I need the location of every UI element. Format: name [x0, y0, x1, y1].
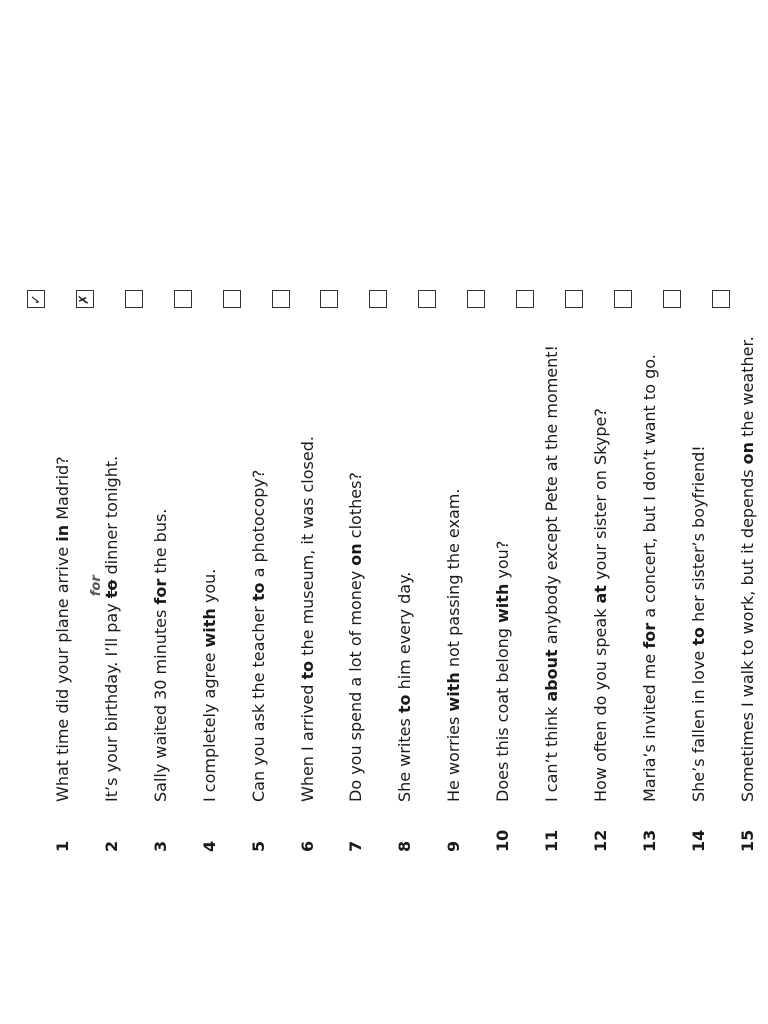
exercise-line — [491, 272, 515, 852]
sentence-text — [736, 336, 760, 802]
answer-checkbox[interactable] — [76, 290, 94, 308]
sentence-text — [247, 470, 271, 802]
sentence-start: He worries — [444, 711, 464, 802]
item-number: 1 — [53, 840, 72, 852]
item-number: 14 — [688, 829, 708, 852]
sentence-end: your sister on Skype? — [590, 408, 610, 586]
sentence-end: the weather. — [737, 336, 757, 442]
exercise-line — [442, 272, 466, 852]
sentence-end: the museum, it was closed. — [297, 436, 317, 661]
exercise-line — [247, 272, 271, 852]
sentence-end: the bus. — [150, 508, 170, 579]
sentence-start: Maria’s invited me — [639, 648, 659, 802]
exercise-line — [638, 272, 662, 852]
answer-checkbox[interactable] — [320, 290, 338, 308]
exercise-line — [393, 272, 417, 852]
exercise-line — [736, 272, 760, 852]
item-number: 12 — [590, 829, 610, 852]
sentence-text — [638, 354, 662, 802]
bold-preposition: to — [248, 582, 268, 602]
bold-preposition: with — [444, 672, 464, 712]
sentence-end: not passing the exam. — [444, 488, 464, 673]
answer-checkbox[interactable] — [565, 290, 583, 308]
sentence-text — [687, 445, 711, 802]
exercise-line — [149, 272, 173, 852]
exercise-item — [320, 0, 366, 1024]
item-number: 4 — [199, 840, 219, 852]
bold-preposition: about — [542, 649, 561, 702]
answer-checkbox[interactable] — [174, 290, 192, 308]
sentence-end: a photocopy? — [248, 469, 268, 583]
item-number: 7 — [346, 840, 366, 852]
bold-preposition: in — [53, 524, 72, 542]
sentence-text — [344, 472, 368, 802]
sentence-end: Madrid? — [53, 456, 72, 525]
sentence-end: a concert, but I don’t want to go. — [639, 354, 659, 623]
sentence-start: Does this coat belong — [493, 622, 513, 802]
sentence-start: I can’t think — [542, 701, 561, 802]
answer-checkbox[interactable] — [663, 290, 681, 308]
exercise-item — [663, 0, 708, 1024]
exercise-line — [296, 272, 320, 852]
answer-checkbox[interactable] — [223, 290, 241, 308]
exercise-item — [614, 0, 659, 1024]
sentence-start: Sally waited 30 minutes — [150, 604, 170, 802]
item-number: 9 — [444, 840, 464, 852]
answer-checkbox[interactable] — [467, 290, 485, 308]
exercise-item — [516, 0, 561, 1024]
exercise-item — [76, 0, 121, 1024]
sentence-text — [589, 408, 613, 802]
item-number: 8 — [395, 840, 415, 852]
exercise-line — [687, 272, 711, 852]
item-number: 2 — [101, 840, 121, 852]
bold-preposition: to — [688, 627, 708, 646]
exercise-item — [418, 0, 464, 1024]
answer-checkbox[interactable] — [27, 290, 45, 308]
sentence-text — [491, 541, 515, 802]
sentence-start: Sometimes I walk to work, but it depends — [737, 464, 757, 802]
item-number: 11 — [542, 829, 561, 852]
sentence-end: dinner tonight. — [101, 455, 121, 580]
sentence-text — [88, 455, 124, 802]
exercise-line — [51, 272, 75, 852]
answer-checkbox[interactable] — [712, 290, 730, 308]
sentence-start: I completely agree — [199, 647, 219, 802]
cross-mark-icon: ✗ — [77, 293, 93, 305]
sentence-end: clothes? — [346, 472, 366, 544]
item-number: 13 — [639, 829, 659, 852]
exercise-item — [565, 0, 610, 1024]
sentence-text — [296, 436, 320, 802]
item-number: 6 — [297, 840, 317, 852]
exercise-line — [540, 272, 564, 852]
bold-preposition: with — [493, 583, 513, 623]
exercise-item — [712, 0, 757, 1024]
exercise-item — [467, 0, 513, 1024]
answer-checkbox[interactable] — [272, 290, 290, 308]
handwritten-correction: for — [88, 575, 104, 597]
answer-checkbox[interactable] — [369, 290, 387, 308]
exercise-item — [174, 0, 219, 1024]
answer-checkbox[interactable] — [614, 290, 632, 308]
exercise-item — [272, 0, 317, 1024]
item-number: 3 — [150, 840, 170, 852]
sentence-text — [442, 489, 466, 802]
bold-preposition: to — [297, 660, 317, 680]
sentence-start: What time did your plane arrive — [53, 541, 72, 802]
sentence-text — [198, 569, 222, 802]
crossed-out-word: to — [101, 579, 121, 599]
item-number: 15 — [737, 829, 757, 852]
sentence-start: Do you spend a lot of money — [346, 565, 366, 802]
sentence-end: you? — [493, 540, 513, 584]
exercise-line — [88, 272, 124, 852]
answer-checkbox[interactable] — [125, 290, 143, 308]
sentence-text — [393, 572, 417, 802]
exercise-item — [369, 0, 415, 1024]
bold-preposition: on — [737, 441, 757, 465]
sentence-start: It’s your birthday. I’ll pay — [101, 598, 121, 802]
answer-checkbox[interactable] — [418, 290, 436, 308]
sentence-end: her sister’s boyfriend! — [688, 445, 708, 627]
sentence-text — [540, 345, 564, 802]
sentence-end: anybody except Pete at the moment! — [542, 345, 561, 650]
sentence-text — [51, 456, 75, 802]
bold-preposition: for — [639, 622, 659, 649]
sentence-start: How often do you speak — [590, 603, 610, 802]
item-number: 10 — [493, 829, 513, 852]
check-mark-icon: ✓ — [28, 293, 44, 305]
exercise-item — [125, 0, 170, 1024]
bold-preposition: at — [590, 585, 610, 604]
bold-preposition: on — [346, 543, 366, 566]
sentence-start: When I arrived — [297, 679, 317, 802]
sentence-start: She writes — [395, 713, 415, 802]
sentence-end: him every day. — [395, 571, 415, 695]
crossed-out-preposition — [88, 575, 121, 599]
exercise-line — [344, 272, 368, 852]
item-number: 5 — [248, 840, 268, 852]
sentence-start: Can you ask the teacher — [248, 601, 268, 802]
sentence-start: She’s fallen in love — [688, 645, 708, 802]
exercise-item — [223, 0, 268, 1024]
answer-checkbox[interactable] — [516, 290, 534, 308]
exercise-item — [27, 0, 72, 1024]
bold-preposition: to — [395, 694, 415, 714]
sentence-text — [149, 509, 173, 802]
exercise-line — [198, 272, 222, 852]
sentence-end: you. — [199, 568, 219, 609]
exercise-line — [589, 272, 613, 852]
bold-preposition: with — [199, 608, 219, 648]
bold-preposition: for — [150, 578, 170, 605]
